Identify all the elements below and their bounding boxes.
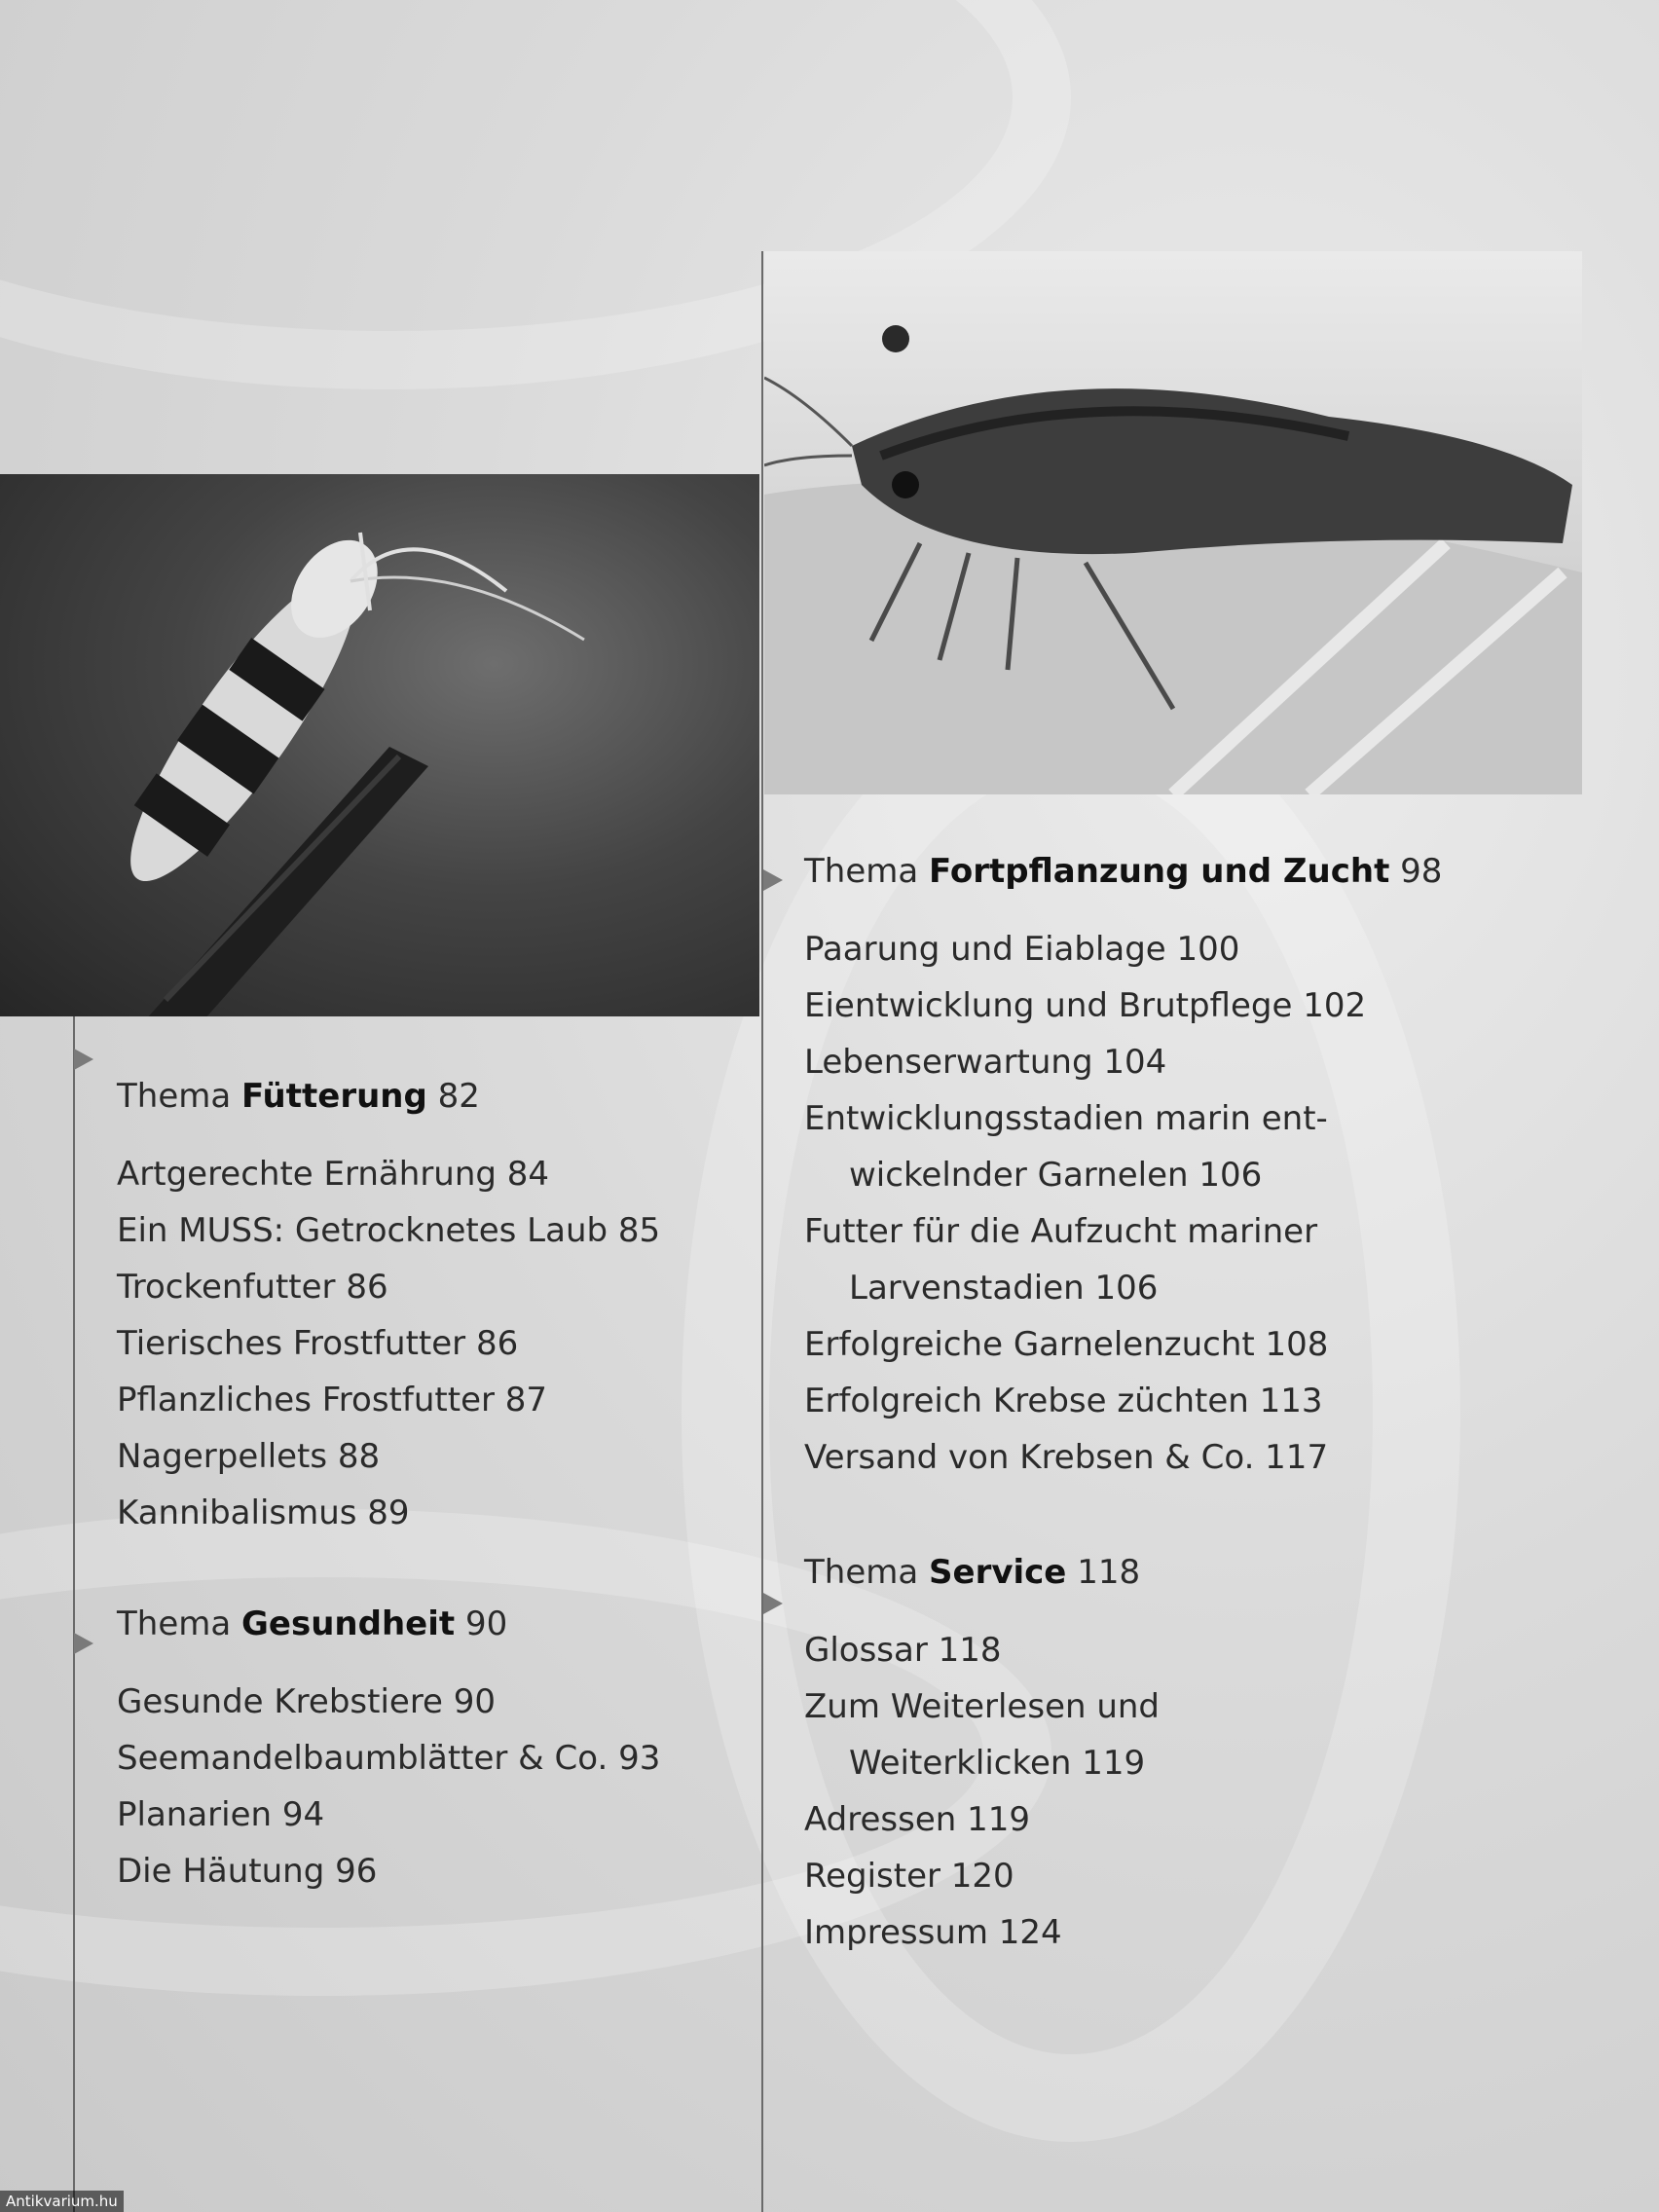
toc-entry: Erfolgreiche Garnelenzucht 108	[804, 1325, 1329, 1364]
toc-entry: Eientwicklung und Brutpflege 102	[804, 986, 1367, 1025]
toc-entry: Register 120	[804, 1857, 1014, 1896]
toc-entry: Trockenfutter 86	[117, 1268, 388, 1307]
toc-entry: Tierisches Frostfutter 86	[117, 1324, 519, 1363]
left-column-rule	[73, 1016, 75, 2212]
section-title: Fütterung	[241, 1077, 427, 1116]
shrimp-illustration	[0, 474, 759, 1016]
photo-bee-shrimp	[0, 474, 759, 1016]
toc-entry: Versand von Krebsen & Co. 117	[804, 1438, 1329, 1477]
section-prefix: Thema	[804, 852, 919, 891]
toc-entry: Impressum 124	[804, 1913, 1062, 1952]
toc-section-zucht	[804, 843, 1442, 1486]
toc-entry-continuation: wickelnder Garnelen 106	[849, 1156, 1263, 1195]
right-column-rule	[761, 251, 763, 2212]
toc-entry: Gesunde Krebstiere 90	[117, 1682, 497, 1721]
section-heading	[804, 1544, 1442, 1601]
toc-entry: Erfolgreich Krebse züchten 113	[804, 1382, 1323, 1420]
toc-entry: Kannibalismus 89	[117, 1493, 410, 1532]
toc-entry: Planarien 94	[117, 1795, 325, 1834]
toc-entry: Pflanzliches Frostfutter 87	[117, 1381, 548, 1419]
section-title: Service	[929, 1553, 1067, 1592]
section-page: 118	[1077, 1553, 1141, 1592]
toc-entry: Glossar 118	[804, 1631, 1002, 1670]
toc-entry-continuation: Weiterklicken 119	[849, 1744, 1146, 1783]
toc-entry: Lebenserwartung 104	[804, 1043, 1167, 1082]
section-prefix: Thema	[117, 1077, 232, 1116]
section-marker-icon	[763, 869, 783, 891]
section-heading	[804, 843, 1442, 900]
section-title: Gesundheit	[241, 1604, 456, 1643]
toc-entry: Entwicklungsstadien marin ent-	[804, 1099, 1328, 1138]
section-heading	[117, 1068, 660, 1124]
toc-entry-continuation: Larvenstadien 106	[849, 1269, 1159, 1308]
watermark: Antikvarium.hu	[0, 2191, 124, 2212]
section-marker-icon	[74, 1049, 93, 1070]
toc-entry: Die Häutung 96	[117, 1852, 378, 1891]
toc-entry: Futter für die Aufzucht mariner	[804, 1212, 1318, 1251]
section-marker-icon	[74, 1633, 93, 1654]
toc-section-service	[804, 1544, 1442, 1961]
section-page: 90	[464, 1604, 508, 1643]
toc-entry: Zum Weiterlesen und	[804, 1687, 1161, 1726]
section-prefix: Thema	[117, 1604, 232, 1643]
toc-section-gesundheit	[117, 1596, 660, 1899]
toc-entry: Paarung und Eiablage 100	[804, 930, 1240, 969]
section-page: 82	[437, 1077, 480, 1116]
toc-entry: Ein MUSS: Getrocknetes Laub 85	[117, 1211, 661, 1250]
toc-entry: Adressen 119	[804, 1800, 1030, 1839]
photo-blue-shrimp	[764, 251, 1582, 794]
section-prefix: Thema	[804, 1553, 919, 1592]
section-heading	[117, 1596, 660, 1652]
shrimp-illustration	[764, 251, 1582, 794]
toc-section-fuetterung	[117, 1068, 660, 1541]
section-page: 98	[1400, 852, 1443, 891]
toc-entry: Seemandelbaumblätter & Co. 93	[117, 1739, 661, 1778]
section-marker-icon	[763, 1593, 783, 1614]
toc-entry: Nagerpellets 88	[117, 1437, 381, 1476]
section-title: Fortpflanzung und Zucht	[929, 852, 1390, 891]
toc-right-column	[804, 843, 1442, 2015]
toc-entry: Artgerechte Ernährung 84	[117, 1155, 550, 1194]
toc-left-column	[117, 1068, 660, 1954]
